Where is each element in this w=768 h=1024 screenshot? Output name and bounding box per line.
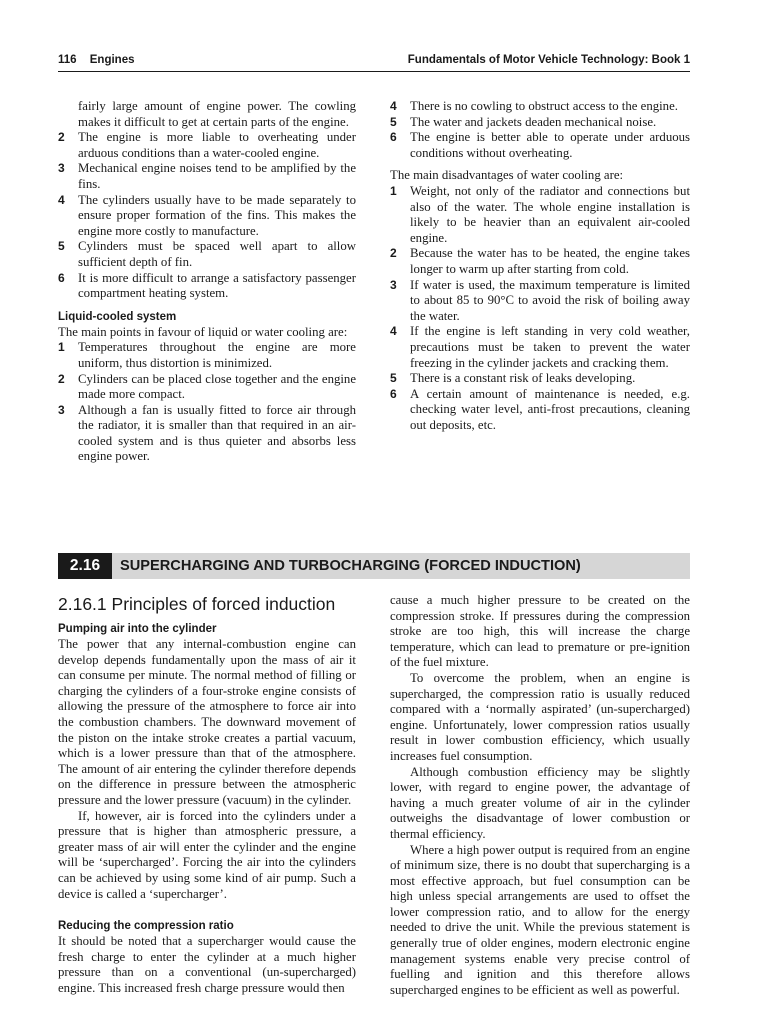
list-item: 4 There is no cowling to obstruct access to the engine.	[390, 99, 678, 113]
top-left-column	[58, 99, 356, 465]
air-cooling-disadvantages-list	[58, 130, 356, 302]
list-item: 3 Although a fan is usually fitted to force air through the radiator, it is smaller than that required in an air-cooled system and is thus quieter and absorbs less engine power.	[58, 402, 356, 464]
water-cooling-disadvantages-intro: The main disadvantages of water cooling are:	[390, 168, 624, 183]
bottom-left-column	[58, 593, 356, 996]
top-right-column	[390, 99, 690, 433]
list-item: 4 If the engine is left standing in very cold weather, precautions must be taken to prevent the water freezing in the cylinder jackets and cracking them.	[390, 324, 690, 370]
section-title: SUPERCHARGING AND TURBOCHARGING (FORCED INDUCTION)	[120, 558, 581, 574]
body-paragraph: To overcome the problem, when an engine is supercharged, the compression ratio is usually reduced compared with a ‘normally aspirated’ (un-supercharged) engine. Unfortunately, lower compression ratios usually result in lower combustion efficiency, which usually increases fuel consumption.	[390, 670, 690, 763]
page-number: 116	[58, 54, 77, 66]
list-item: 1 Temperatures throughout the engine are more uniform, thus distortion is minimized.	[58, 340, 356, 370]
list-item: 5 Cylinders must be spaced well apart to allow sufficient depth of fin.	[58, 239, 356, 269]
body-paragraph: cause a much higher pressure to be created on the compression stroke. If pressures during the compression stroke are too high, this will increase the charge temperature, which can lead to premature or pre-ignition of the fuel mixture.	[390, 593, 690, 670]
liquid-cooling-advantages-continued	[390, 99, 690, 161]
running-header	[58, 54, 690, 66]
body-paragraph: The power that any internal-combustion engine can develop depends fundamentally upon the mass of air it can consume per minute. The normal method of filling or charging the cylinders of a four-stroke engine consists of allowing the pressure of the atmosphere to force air into the combustion chambers. The downward movement of the piston on the intake stroke creates a partial vacuum, which is a lower pressure than that of the atmosphere. The amount of air entering the cylinder therefore depends on the difference in pressure between the atmospheric pressure and the lower pressure (vacuum) in the cylinder.	[58, 637, 356, 807]
list-item: 5 The water and jackets deaden mechanical noise.	[390, 114, 657, 129]
water-cooling-disadvantages-list	[390, 184, 690, 434]
chapter-name: Engines	[89, 54, 135, 66]
list-item: 3 If water is used, the maximum temperature is limited to about 85 to 90°C to avoid the risk of boiling away the water.	[390, 277, 690, 323]
subsection-title: 2.16.1 Principles of forced induction	[58, 594, 336, 614]
list-item: 2 Because the water has to be heated, the engine takes longer to warm up after starting from cold.	[390, 246, 690, 276]
continued-list-item: fairly large amount of engine power. The cowling makes it difficult to get at certain parts of the engine.	[78, 99, 356, 129]
body-paragraph: Where a high power output is required from an engine of minimum size, there is no doubt that supercharging is a most effective approach, but fuel consumption can be high unless special arrangements are used to offset the lower compression ratio, and to allow for the energy needed to drive the unit. While the previous statement is generally true of older engines, modern electronic engine management systems enable very precise control of fuelling and ignition and this therefore allows supercharged engines to be efficient as well as powerful.	[390, 842, 690, 997]
liquid-cooling-advantages-list	[58, 340, 356, 465]
header-rule	[58, 71, 690, 72]
list-item: 6 A certain amount of maintenance is needed, e.g. checking water level, anti-frost precautions, cleaning out deposits, etc.	[390, 386, 690, 432]
list-item: 2 Cylinders can be placed close together and the engine made more compact.	[58, 371, 356, 402]
list-item: 3 Mechanical engine noises tend to be amplified by the fins.	[58, 161, 356, 191]
liquid-cooled-intro: The main points in favour of liquid or water cooling are:	[58, 324, 348, 339]
section-number: 2.16	[58, 553, 112, 579]
list-item: 6 The engine is better able to operate under arduous conditions without overheating.	[390, 130, 690, 160]
pumping-air-heading: Pumping air into the cylinder	[58, 623, 217, 635]
body-paragraph: Although combustion efficiency may be slightly lower, with regard to engine power, the advantage of having a much greater volume of air in the cylinder outweighs the disadvantage of lower combustion or thermal efficiency.	[390, 764, 690, 841]
book-title: Fundamentals of Motor Vehicle Technology: Book 1	[407, 54, 690, 66]
liquid-cooled-heading: Liquid-cooled system	[58, 310, 177, 323]
list-item: 5 There is a constant risk of leaks developing.	[390, 371, 636, 386]
list-item: 2 The engine is more liable to overheating under arduous conditions than a water-cooled engine.	[58, 130, 356, 160]
reducing-compression-heading: Reducing the compression ratio	[58, 920, 234, 933]
body-paragraph: If, however, air is forced into the cylinders under a pressure that is higher than atmospheric pressure, a greater mass of air will enter the cylinder and the engine will be ‘supercharged’. Forcing the air into the cylinders can be achieved by using some kind of air pump. Such a device is called a ‘supercharger’.	[58, 808, 356, 901]
body-paragraph: It should be noted that a supercharger would cause the fresh charge to enter the cylinder at a much higher pressure than on a conventional (un-supercharged) engine. This increased fresh charge pressure would then	[58, 934, 356, 995]
list-item: 6 It is more difficult to arrange a satisfactory passenger compartment heating system.	[58, 270, 356, 301]
list-item: 4 The cylinders usually have to be made separately to ensure proper formation of the fins. This makes the engine more costly to manufacture.	[58, 192, 356, 238]
list-item: 1 Weight, not only of the radiator and connections but also of the water. The whole engine installation is likely to be heavier than an equivalent air-cooled engine.	[390, 183, 690, 245]
section-heading-bar	[58, 553, 690, 579]
bottom-right-column	[390, 593, 690, 998]
